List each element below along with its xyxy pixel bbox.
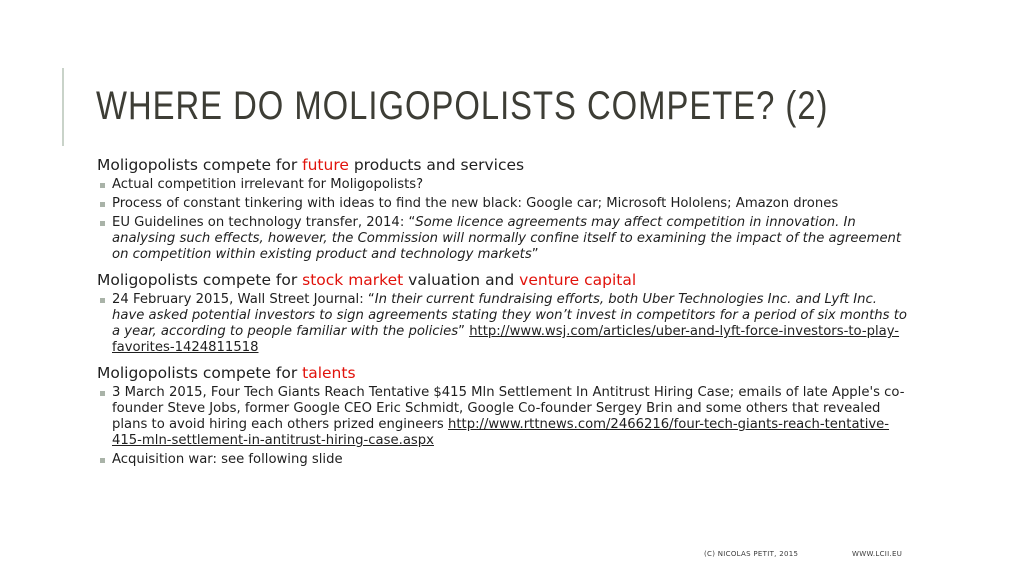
list-item: Process of constant tinkering with ideas to find the new black: Google car; Microsoft Hololens; Amazon drones [97, 196, 912, 212]
list-item: 3 March 2015, Four Tech Giants Reach Tentative $415 Mln Settlement In Antitrust Hiring Case; emails of late Apple's co-founder Steve Jobs, former Google CEO Eric Schmidt, Google Co-founder Sergey Brin and some others that revealed plans to avoid hiring each others prized engineers http://www.rttnews.com/2466216/four-tech-giants-reach-tentative-415-mln-settlement-in-antitrust-hiring-case.aspx [97, 385, 912, 449]
quote-text: Some licence agreements may affect competition in innovation. In analysing such effects, however, the Commission will normally confine itself to examining the impact of the agreement on competition within existing product and technology markets [112, 215, 902, 262]
highlight-stock-market: stock market [302, 271, 404, 289]
bullet-list [97, 385, 912, 468]
wsj-article-link[interactable]: http://www.wsj.com/articles/uber-and-lyft-force-investors-to-play-favorites-1424811518 [112, 324, 900, 355]
slide-title: WHERE DO MOLIGOPOLISTS COMPETE? (2) [96, 84, 829, 128]
highlight-talents: talents [302, 364, 356, 382]
slide-content [97, 156, 912, 476]
list-item: 24 February 2015, Wall Street Journal: “In their current fundraising efforts, both Uber Technologies Inc. and Lyft Inc. have asked potential investors to sign agreements stating they won’t invest in competitors for a period of six months to a year, according to people familiar with the policies” http://www.wsj.com/articles/uber-and-lyft-force-investors-to-play-favorites-1424811518 [97, 292, 912, 356]
highlight-future: future [302, 156, 349, 174]
bullet-list [97, 292, 912, 356]
list-item: Acquisition war: see following slide [97, 452, 912, 468]
rttnews-article-link[interactable]: http://www.rttnews.com/2466216/four-tech-giants-reach-tentative-415-mln-settlement-in-antitrust-hiring-case.aspx [112, 417, 890, 448]
highlight-venture-capital: venture capital [519, 271, 637, 289]
list-item: EU Guidelines on technology transfer, 2014: “Some licence agreements may affect competition in innovation. In analysing such effects, however, the Commission will normally confine itself to examining the impact of the agreement on competition within existing product and technology markets” [97, 215, 912, 263]
footer-copyright: (C) NICOLAS PETIT, 2015 [704, 550, 799, 558]
section-talents [97, 364, 912, 468]
footer-website: WWW.LCII.EU [852, 550, 903, 558]
section-heading: Moligopolists compete for talents [97, 364, 356, 382]
section-heading: Moligopolists compete for stock market valuation and venture capital [97, 271, 637, 289]
title-accent-bar [62, 68, 64, 146]
section-stock-market [97, 271, 912, 356]
section-future [97, 156, 912, 263]
section-heading: Moligopolists compete for future products and services [97, 156, 525, 174]
list-item: Actual competition irrelevant for Moligopolists? [97, 177, 912, 193]
quote-text: In their current fundraising efforts, both Uber Technologies Inc. and Lyft Inc. have asked potential investors to sign agreements stating they won’t invest in competitors for a period of six months to a year, according to people familiar with the policies [112, 292, 907, 339]
bullet-list [97, 177, 912, 263]
